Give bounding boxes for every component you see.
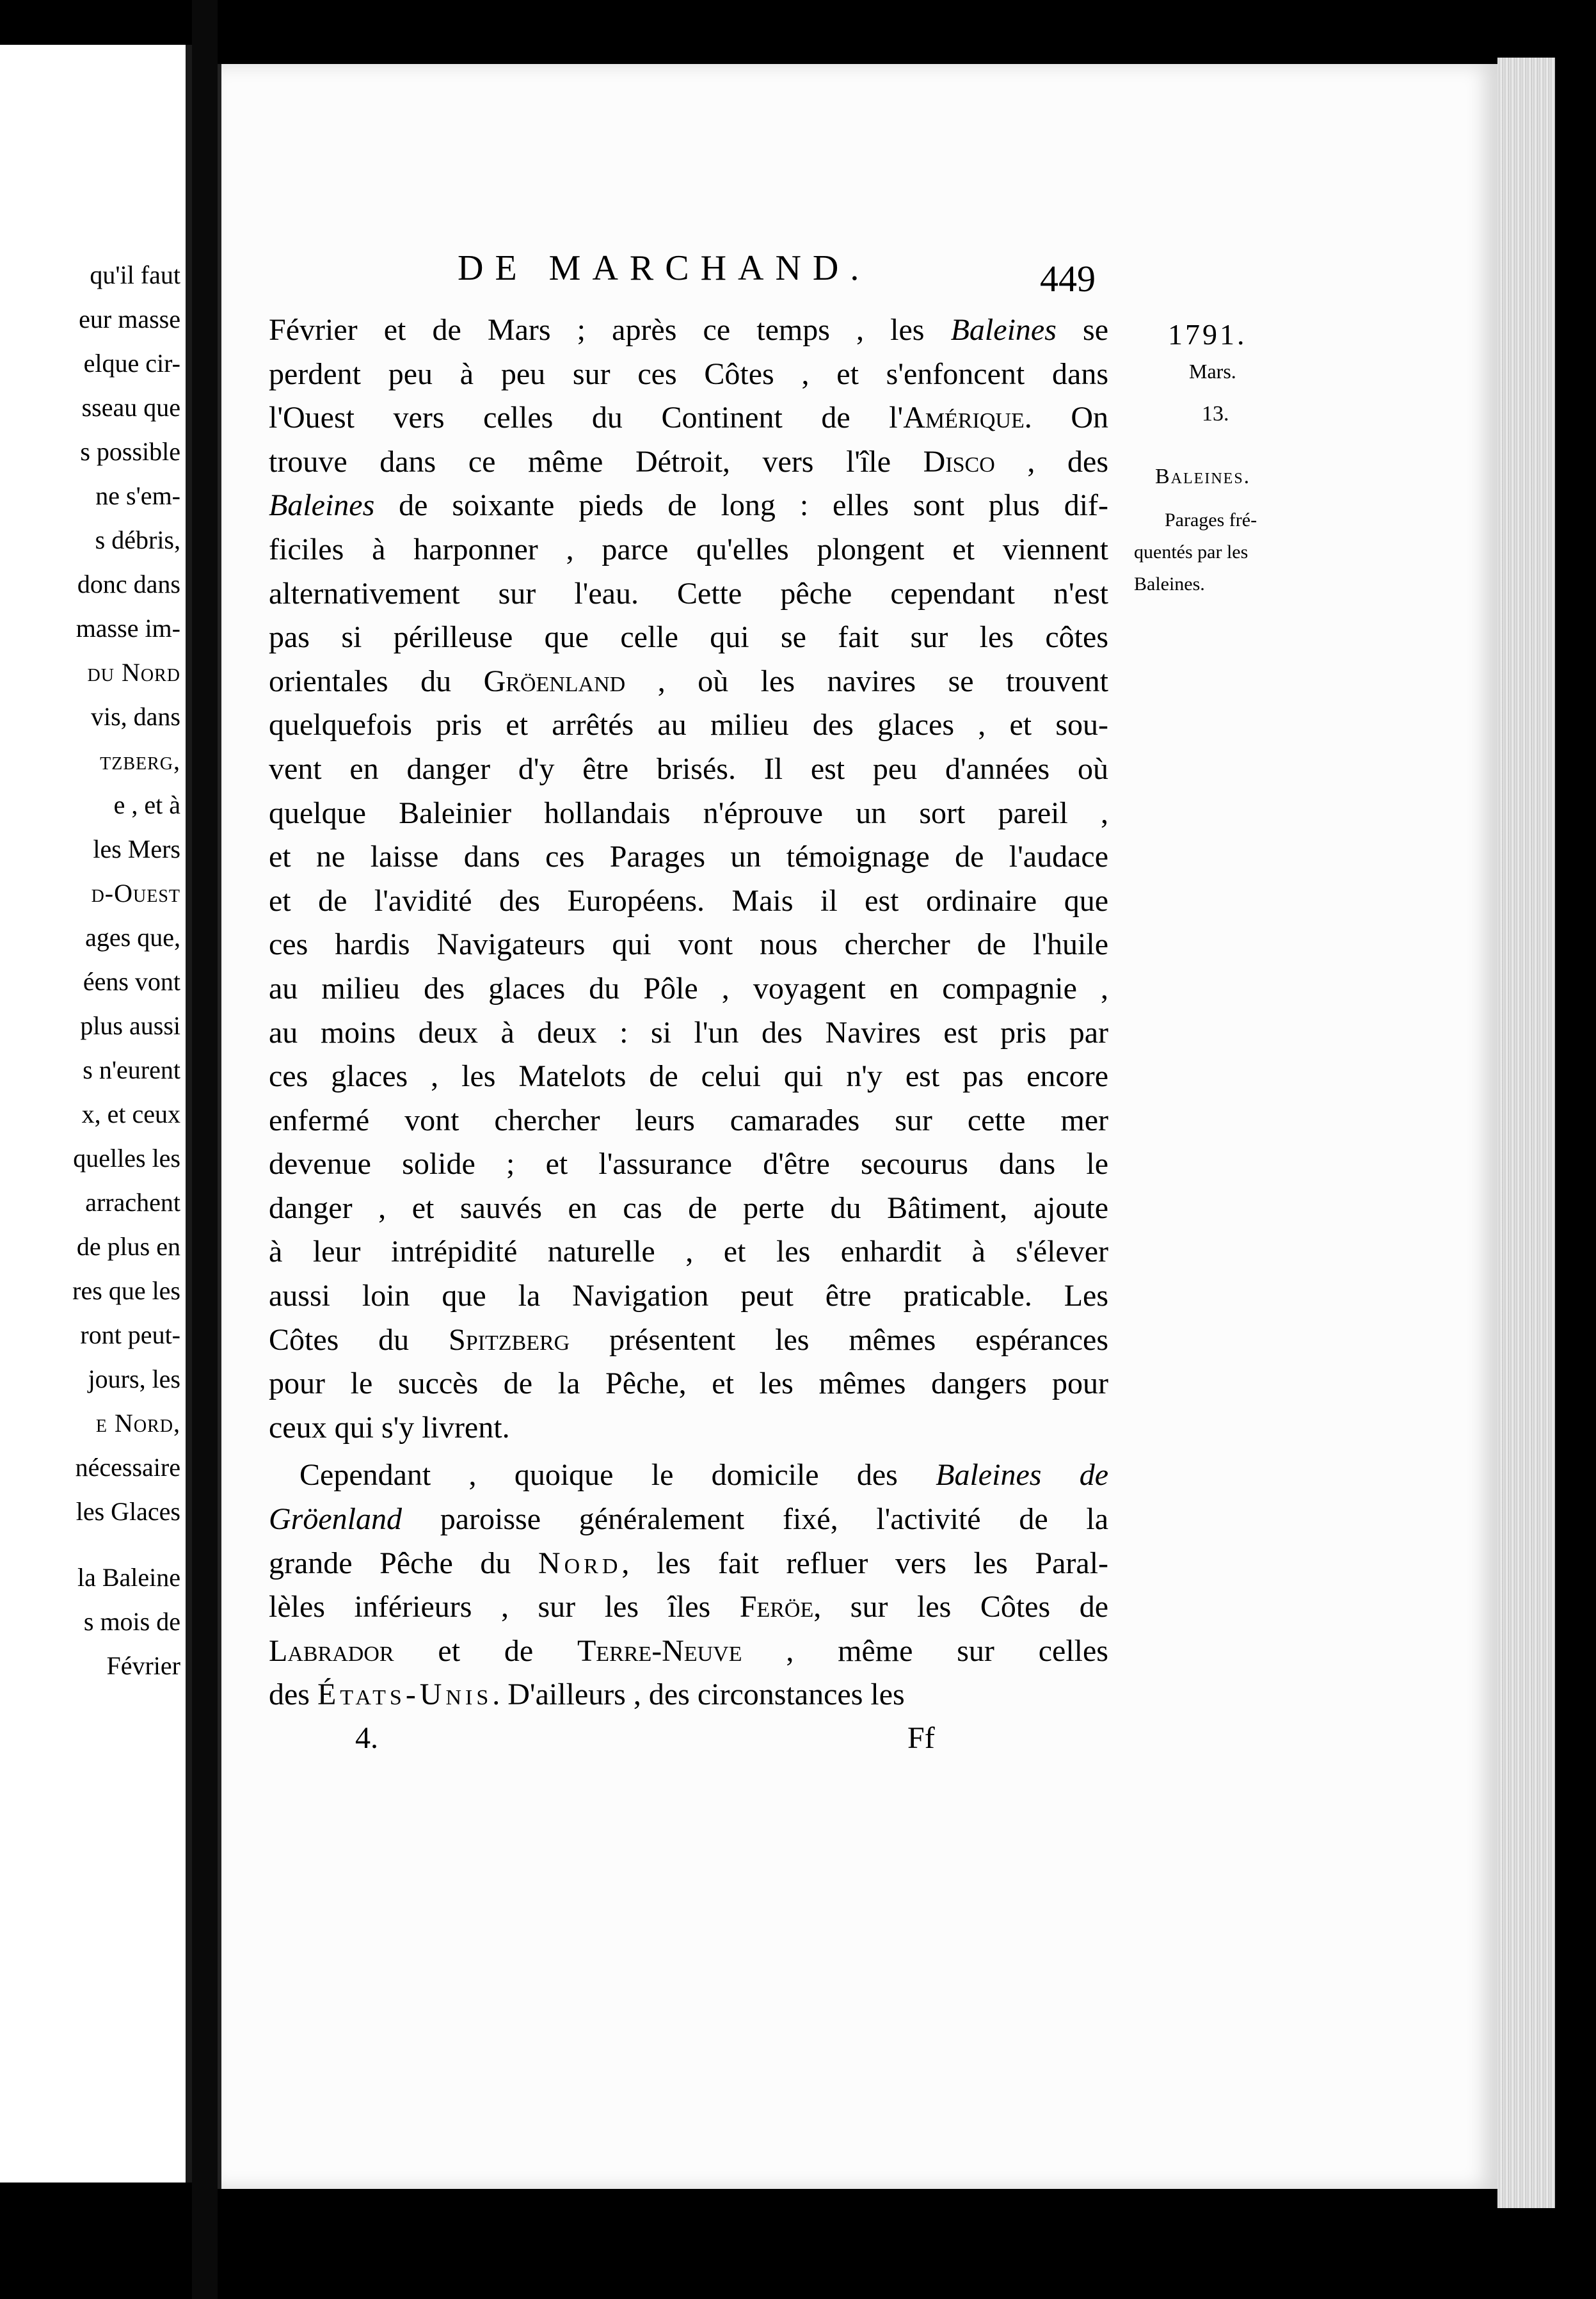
text-run: et ne laisse dans ces Parages un témoignage de l'audace xyxy=(269,840,1108,874)
margin-note-line: quentés par les xyxy=(1134,541,1249,563)
body-text xyxy=(269,308,1108,1717)
left-page-line: s débris, xyxy=(95,525,180,554)
text-line xyxy=(269,528,1108,572)
text-line xyxy=(269,1318,1108,1363)
text-line xyxy=(269,1673,1108,1717)
text-run: trouve dans ce même Détroit, vers l'île xyxy=(269,444,923,479)
text-line xyxy=(269,879,1108,924)
text-run: , même sur celles xyxy=(742,1633,1108,1668)
text-run: se xyxy=(1056,313,1108,347)
margin-year: 1791. xyxy=(1168,318,1247,351)
styled-run: Disco xyxy=(923,444,995,479)
text-line xyxy=(269,748,1108,792)
previous-page-fragment xyxy=(0,45,192,2183)
styled-run: Baleines xyxy=(950,313,1057,347)
text-line xyxy=(269,967,1108,1011)
left-page-line: elque cir- xyxy=(83,349,180,378)
text-run: vent en danger d'y être brisés. Il est peu d'années où xyxy=(269,751,1108,786)
text-line xyxy=(269,703,1108,748)
left-page-line: s mois de xyxy=(83,1607,180,1636)
text-line xyxy=(269,1498,1108,1542)
left-page-line: qu'il faut xyxy=(90,260,180,289)
text-run: devenue solide ; et l'assurance d'être secourus dans le xyxy=(269,1147,1108,1182)
left-page-line: s possible xyxy=(80,437,180,466)
text-run: . On xyxy=(1024,401,1108,435)
text-line xyxy=(269,484,1108,528)
margin-day: 13. xyxy=(1202,402,1229,426)
text-line xyxy=(269,1230,1108,1274)
left-page-line: res que les xyxy=(72,1276,180,1305)
left-page-line: eur masse xyxy=(79,305,180,333)
text-line xyxy=(269,1542,1108,1586)
text-run: ces hardis Navigateurs qui vont nous chercher de l'huile xyxy=(269,927,1108,962)
text-run: grande Pêche du xyxy=(269,1546,538,1580)
text-run: des xyxy=(269,1678,317,1712)
text-run: ces glaces , les Matelots de celui qui n'y est pas encore xyxy=(269,1059,1108,1094)
styled-run: Gröenland xyxy=(483,664,626,698)
text-run: au moins deux à deux : si l'un des Navires est pris par xyxy=(269,1015,1108,1050)
text-run: et de xyxy=(394,1633,577,1668)
styled-run: Feröe xyxy=(739,1590,814,1624)
styled-run: Nord xyxy=(538,1546,622,1580)
text-run: ficiles à harponner , parce qu'elles plongent et viennent xyxy=(269,532,1108,566)
left-page-line: sseau que xyxy=(81,393,180,422)
styled-run: Terre-Neuve xyxy=(577,1633,742,1668)
left-page-line: x, et ceux xyxy=(81,1100,180,1128)
left-page-line: les Glaces xyxy=(76,1497,180,1526)
text-run: , les fait refluer vers les Paral- xyxy=(621,1546,1109,1580)
text-run: . D'ailleurs , des circonstances les xyxy=(492,1678,905,1712)
left-page-line: jours, les xyxy=(88,1365,180,1393)
margin-note-line: Baleines. xyxy=(1134,573,1205,595)
gathering-mark: Ff xyxy=(907,1721,935,1755)
text-run: pas si périlleuse que celle qui se fait sur les côtes xyxy=(269,620,1108,655)
left-page-line: e , et à xyxy=(113,790,180,819)
text-run: orientales du xyxy=(269,664,484,698)
left-page-line: nécessaire xyxy=(75,1453,180,1482)
margin-heading: Baleines. xyxy=(1155,465,1251,488)
text-run: danger , et sauvés en cas de perte du Bâtiment, ajoute xyxy=(269,1190,1108,1225)
styled-run: Spitzberg xyxy=(449,1322,570,1357)
text-line xyxy=(269,1454,1108,1498)
text-line xyxy=(269,835,1108,879)
text-run: , où les navires se trouvent xyxy=(625,664,1108,698)
text-line xyxy=(269,1406,1108,1450)
text-run: Côtes du xyxy=(269,1322,449,1357)
text-line xyxy=(269,1585,1108,1630)
margin-note-line: Parages fré- xyxy=(1165,509,1257,531)
left-page-line: de plus en xyxy=(76,1232,180,1261)
text-run: Cependant , quoique le domicile des xyxy=(299,1458,936,1493)
left-page-line: quelles les xyxy=(73,1144,180,1173)
left-page-line: du Nord xyxy=(87,658,180,687)
text-run: quelquefois pris et arrêtés au milieu des glaces , et sou- xyxy=(269,708,1108,742)
text-run: de soixante pieds de long : elles sont plus dif- xyxy=(374,488,1108,523)
styled-run: Baleines xyxy=(269,488,375,523)
left-page-line: e Nord, xyxy=(95,1409,180,1438)
text-line xyxy=(269,616,1108,660)
margin-month: Mars. xyxy=(1189,360,1236,383)
text-run: quelque Baleinier hollandais n'éprouve un sort pareil , xyxy=(269,796,1108,830)
text-line xyxy=(269,396,1108,440)
styled-run: États-Unis xyxy=(317,1678,493,1712)
text-line xyxy=(269,1011,1108,1055)
styled-run: Labrador xyxy=(269,1633,394,1668)
text-run: , des xyxy=(994,444,1108,479)
text-line xyxy=(269,572,1108,616)
text-run: pour le succès de la Pêche, et les mêmes dangers pour xyxy=(269,1366,1108,1401)
text-run: ceux qui s'y livrent. xyxy=(269,1410,510,1445)
styled-run: Amérique xyxy=(903,401,1025,435)
text-line xyxy=(269,1055,1108,1099)
left-page-line: s n'eurent xyxy=(83,1055,180,1084)
running-head: DE MARCHAND. xyxy=(458,248,871,288)
styled-run: Baleines de xyxy=(936,1458,1109,1493)
left-page-line: donc dans xyxy=(77,570,180,598)
text-run: alternativement sur l'eau. Cette pêche cependant n'est xyxy=(269,576,1108,611)
text-run: enfermé vont chercher leurs camarades sur cette mer xyxy=(269,1103,1108,1137)
left-page-line: tzberg, xyxy=(100,746,180,775)
text-line xyxy=(269,1274,1108,1318)
text-run: paroisse généralement fixé, l'activité de la xyxy=(401,1502,1108,1537)
text-line xyxy=(269,308,1108,353)
text-line xyxy=(269,1142,1108,1187)
text-run: à leur intrépidité naturelle , et les enhardit à s'élever xyxy=(269,1235,1108,1269)
page-edges xyxy=(1497,58,1555,2208)
text-line xyxy=(269,923,1108,967)
left-page-line: d-Ouest xyxy=(91,879,180,908)
left-page-line: ne s'em- xyxy=(95,481,180,510)
text-run: l'Ouest vers celles du Continent de l' xyxy=(269,401,904,435)
text-line xyxy=(269,353,1108,397)
text-line xyxy=(269,660,1108,704)
left-page-line: ront peut- xyxy=(80,1320,180,1349)
text-run: aussi loin que la Navigation peut être praticable. Les xyxy=(269,1279,1108,1313)
left-page-line: ages que, xyxy=(85,923,180,952)
text-run: présentent les mêmes espérances xyxy=(570,1322,1108,1357)
text-line xyxy=(269,1187,1108,1231)
text-line xyxy=(269,1630,1108,1674)
left-page-line: vis, dans xyxy=(91,702,180,731)
text-run: , sur les Côtes de xyxy=(813,1590,1108,1624)
left-page-line: éens vont xyxy=(83,967,180,996)
text-line xyxy=(269,1362,1108,1406)
left-page-line: plus aussi xyxy=(80,1011,180,1040)
left-page-line: masse im- xyxy=(76,614,180,643)
styled-run: Gröenland xyxy=(269,1502,402,1537)
text-run: et de l'avidité des Européens. Mais il est ordinaire que xyxy=(269,883,1108,918)
left-page-line: Février xyxy=(106,1651,180,1680)
left-page-line: la Baleine xyxy=(77,1563,180,1592)
text-run: perdent peu à peu sur ces Côtes , et s'enfoncent dans xyxy=(269,356,1108,391)
book-gutter xyxy=(192,0,218,2299)
text-line xyxy=(269,1099,1108,1143)
text-run: lèles inférieurs , sur les îles xyxy=(269,1590,740,1624)
text-run: Février et de Mars ; après ce temps , les xyxy=(269,313,951,347)
text-line xyxy=(269,440,1108,485)
left-page-line: les Mers xyxy=(93,835,180,863)
text-line xyxy=(269,792,1108,836)
page-number: 449 xyxy=(1040,258,1096,300)
left-page-line: arrachent xyxy=(85,1188,180,1217)
text-run: au milieu des glaces du Pôle , voyagent en compagnie , xyxy=(269,971,1108,1005)
signature-mark: 4. xyxy=(355,1721,378,1755)
